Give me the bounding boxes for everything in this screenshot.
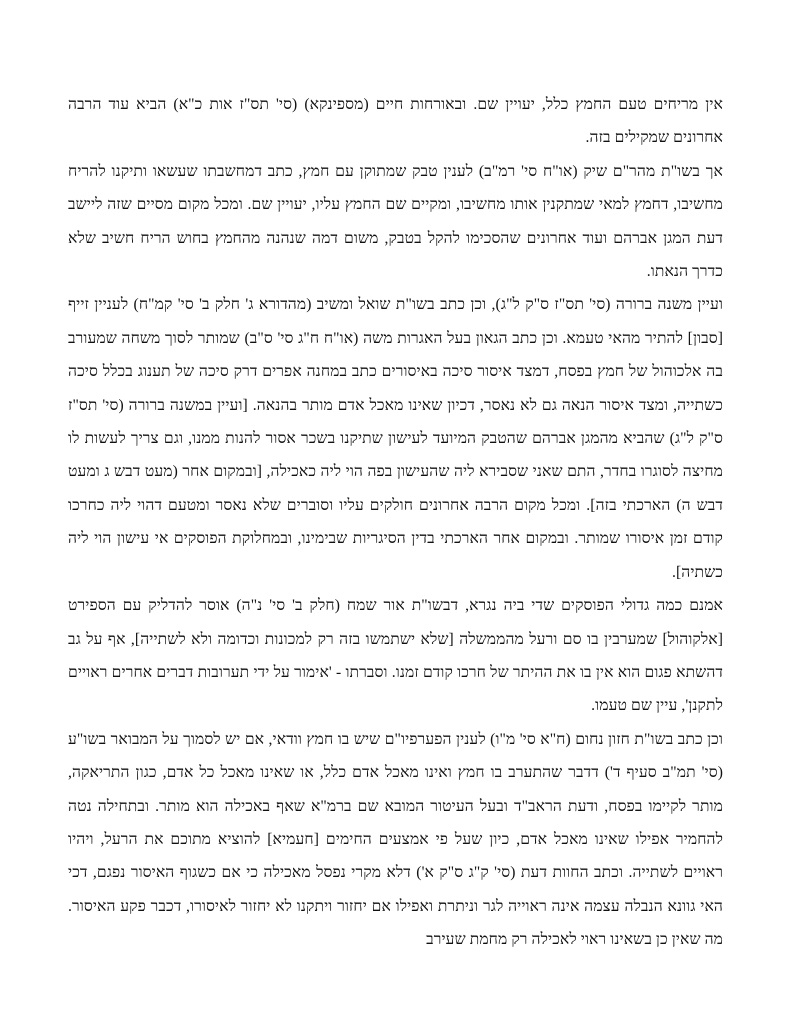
paragraph: אך בשו"ת מהר"ם שיק (או"ח סי' רמ"ב) לענין טבק שמתוקן עם חמץ, כתב דמחשבתו שעשאו ותיקנו להריח מחשיבו, דחמץ למאי שמתקנין אותו מחשיבו, ומקיים שם החמץ עליו, יעויין שם. ומכל מקום מסיים שזה ליישב דעת המגן אברהם ועוד אחרונים שהסכימו להקל בטבק, משום דמה שנהנה מהחמץ בחוש הריח חשיב שלא כדרך הנאתו. <box>68 162 723 281</box>
paragraph: אמנם כמה גדולי הפוסקים שדי ביה נגרא, דבשו"ת אור שמח (חלק ב' סי' נ"ה) אוסר להדליק עם הספירט [אלקוהול] שמערבין בו סם ורעל מהממשלה [שלא ישתמשו בזה רק למכונות וכדומה ולא לשתייה], אף על גב דהשתא פגום הוא אין בו את ההיתר של חרכו קודם זמנו. וסברתו - 'אימור על ידי תערובות דברים אחרים ראויים לתקנן', עיין שם טעמו. <box>68 597 723 715</box>
paragraph: אין מריחים טעם החמץ כלל, יעויין שם. ובאורחות חיים (מספינקא) (סי' תס"ז אות כ"א) הביא עוד הרבה אחרונים שמקילים בזה. <box>68 96 723 147</box>
paragraph: ועיין משנה ברורה (סי' תס"ז ס"ק ל"ג), וכן כתב בשו"ת שואל ומשיב (מהדורא ג' חלק ב' סי' קמ"ח) לעניין זייף [סבון] להתיר מהאי טעמא. וכן כתב הגאון בעל האגרות משה (או"ח ח"ג סי' ס"ב) שמותר לסוך משחה שמעורב בה אלכוהול של חמץ בפסח, דמצד איסור סיכה באיסורים כתב במחנה אפרים דרק סיכה של תענוג בכלל סיכה כשתייה, ומצד איסור הנאה גם לא נאסר, דכיון שאינו מאכל אדם מותר בהנאה. [ועיין במשנה ברורה (סי' תס"ז ס"ק ל"ג) שהביא מהמגן אברהם שהטבק המיועד לעישון שתיקנו בשכר אסור להנות ממנו, וגם צריך לעשות לו מחיצה לסוגרו בחדר, התם שאני שסבירא ליה שהעישון בפה הוי ליה כאכילה, [ובמקום אחר (מעט דבש ג ומעט דבש ה) הארכתי בזה]. ומכל מקום הרבה אחרונים חולקים עליו וסוברים שלא נאסר ומטעם דהוי ליה כחרכו קודם זמן איסורו שמותר. ובמקום אחר הארכתי בדין הסיגריות שבימינו, ובמחלוקת הפוסקים אי עישון הוי ליה כשתיה]. <box>68 296 723 581</box>
paragraph: וכן כתב בשו"ת חזון נחום (ח"א סי' מ"ו) לענין הפערפיו"ם שיש בו חמץ וודאי, אם יש לסמוך על המבואר בשו"ע (סי' תמ"ב סעיף ד') דדבר שהתערב בו חמץ ואינו מאכל אדם כלל, או שאינו מאכל כל אדם, כגון התריאקה, מותר לקיימו בפסח, ודעת הראב"ד ובעל העיטור המובא שם ברמ"א שאף באכילה הוא מותר. ובתחילה נטה להחמיר אפילו שאינו מאכל אדם, כיון שעל פי אמצעים החימים [חעמיא] להוציא מתוכם את הרעל, ויהיו ראויים לשתייה. וכתב החוות דעת (סי' ק"ג ס"ק א') דלא מקרי נפסל מאכילה כי אם כשגוף האיסור נפגם, דכי האי גוונא הנבלה עצמה אינה ראוייה לגר וניתרת ואפילו אם יחזור ויתקנו לא יחזור לאיסורו, דכבר פקע האיסור. מה שאין כן בשאינו ראוי לאכילה רק מחמת שעירב <box>68 730 723 949</box>
document-text-body <box>68 88 723 957</box>
